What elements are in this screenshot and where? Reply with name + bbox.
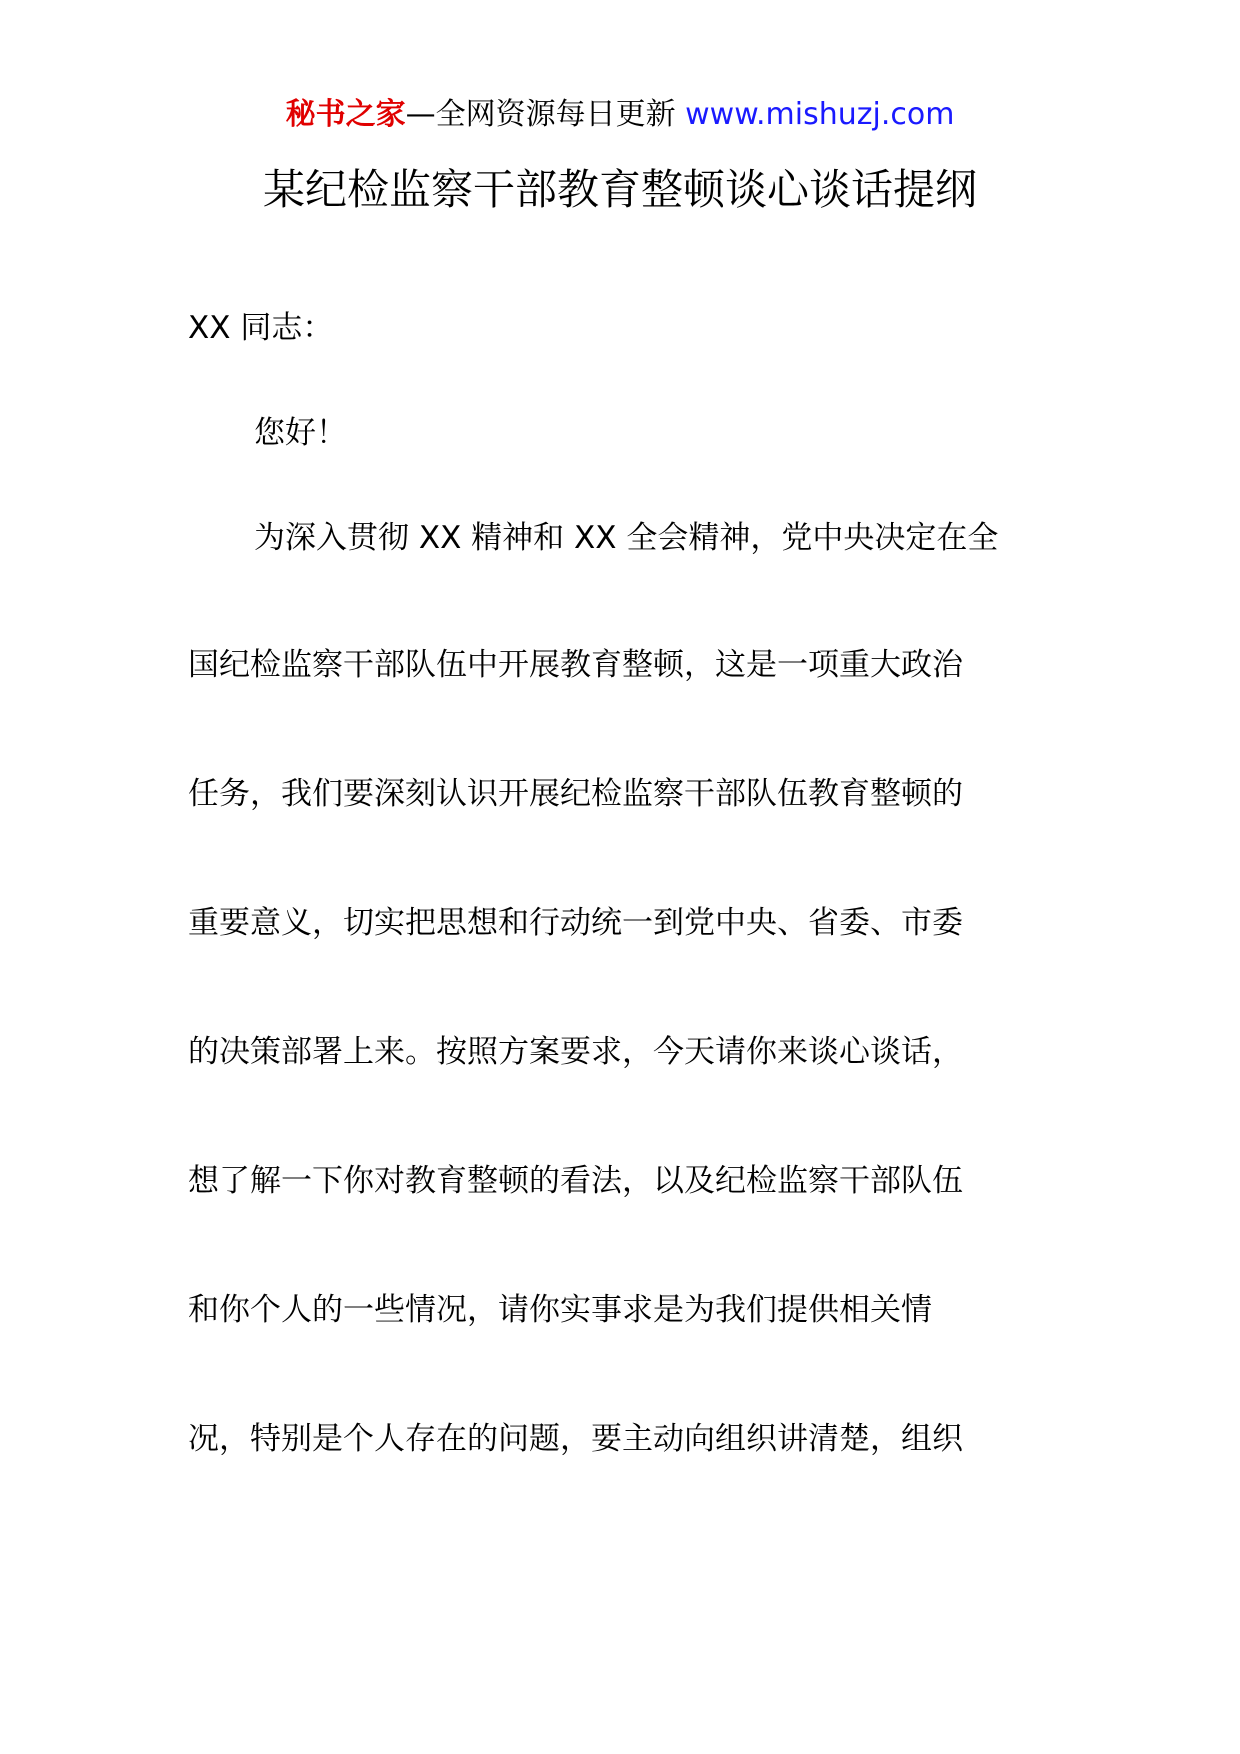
brand-name: 秘书之家 xyxy=(285,97,406,132)
body-line: 的决策部署上来。按照方案要求，今天请你来谈心谈话， xyxy=(188,1034,963,1070)
body-line: 为深入贯彻 XX 精神和 XX 全会精神，党中央决定在全 xyxy=(254,520,999,556)
body-line: 和你个人的一些情况，请你实事求是为我们提供相关情 xyxy=(188,1292,932,1328)
body-line: 想了解一下你对教育整顿的看法，以及纪检监察干部队伍 xyxy=(188,1163,963,1199)
greeting: 您好！ xyxy=(254,415,347,451)
site-header xyxy=(0,95,1240,135)
body-line: 国纪检监察干部队伍中开展教育整顿，这是一项重大政治 xyxy=(188,647,963,683)
body-line: 重要意义，切实把思想和行动统一到党中央、省委、市委 xyxy=(188,905,963,941)
site-url-link[interactable]: www.mishuzj.com xyxy=(685,97,955,132)
body-line: 任务，我们要深刻认识开展纪检监察干部队伍教育整顿的 xyxy=(188,776,963,812)
document-title: 某纪检监察干部教育整顿谈心谈话提纲 xyxy=(262,165,977,214)
salutation: XX 同志： xyxy=(188,310,334,346)
header-tagline: —全网资源每日更新 xyxy=(405,97,676,132)
body-line: 况，特别是个人存在的问题，要主动向组织讲清楚，组织 xyxy=(188,1421,963,1457)
